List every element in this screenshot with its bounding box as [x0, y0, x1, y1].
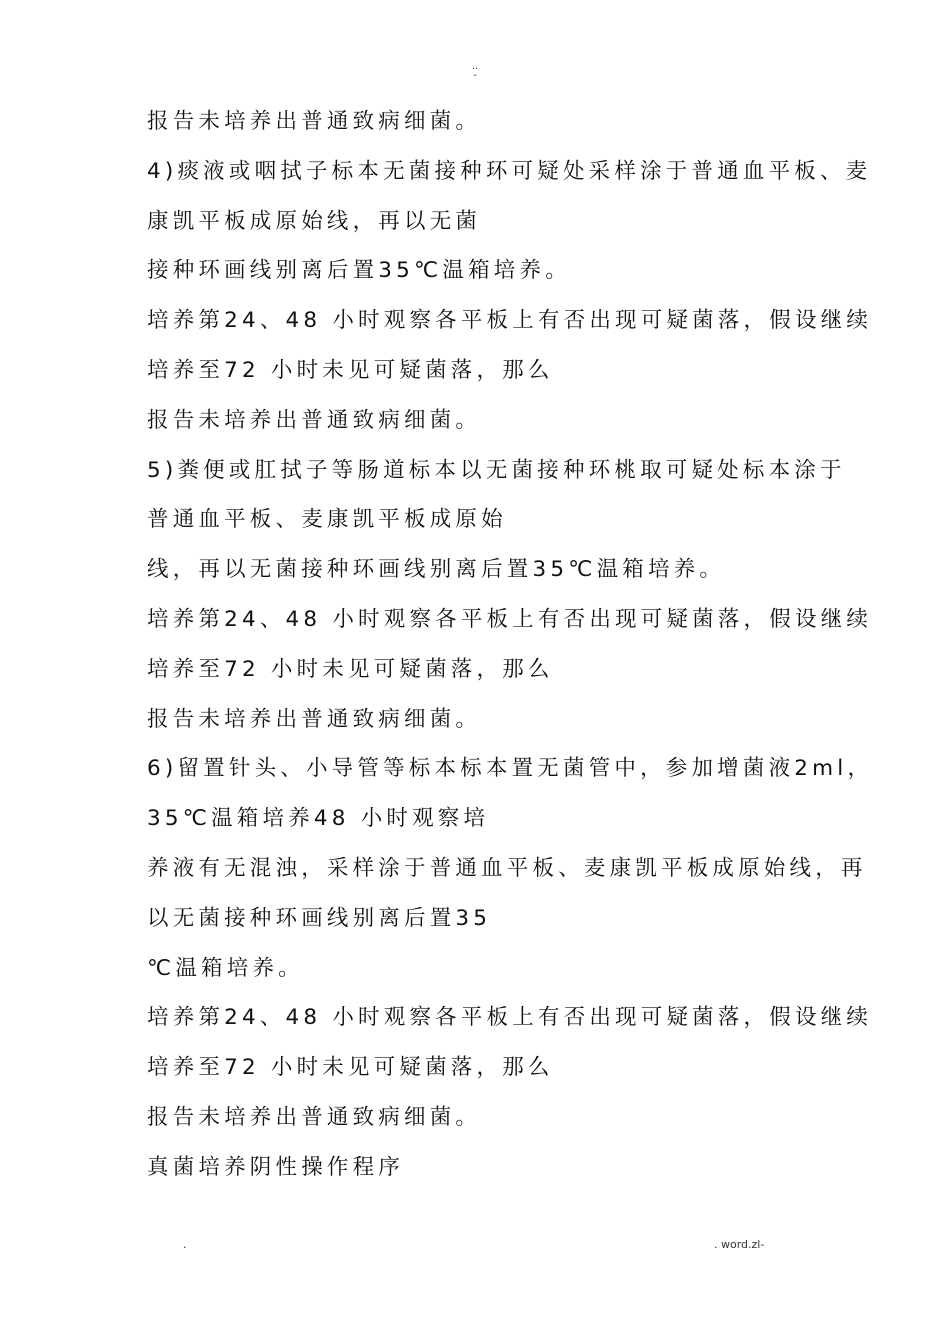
text-line: 普通血平板、麦康凯平板成原始	[147, 507, 507, 533]
text-line: 培养第24、48 小时观察各平板上有否出现可疑菌落，假设继续	[147, 308, 873, 334]
text-line: 报告未培养出普通致病细菌。	[147, 407, 482, 433]
header-mark-bottom: -	[473, 70, 477, 81]
text-line: 培养至72 小时未见可疑菌落，那么	[147, 656, 554, 682]
text-line: 35℃温箱培养48 小时观察培	[147, 806, 490, 832]
text-line: 以无菌接种环画线别离后置35	[147, 905, 492, 931]
text-line: 培养第24、48 小时观察各平板上有否出现可疑菌落，假设继续	[147, 606, 873, 632]
text-line: 线，再以无菌接种环画线别离后置35℃温箱培养。	[147, 557, 726, 583]
text-line: 报告未培养出普通致病细菌。	[147, 1104, 482, 1130]
text-line: 5)粪便或肛拭子等肠道标本以无菌接种环桃取可疑处标本涂于	[147, 457, 846, 483]
text-line: 4)痰液或咽拭子标本无菌接种环可疑处采样涂于普通血平板、麦	[147, 158, 872, 184]
page-header	[0, 62, 950, 80]
header-mark-top: ..	[471, 61, 479, 72]
text-line: 康凯平板成原始线，再以无菌	[147, 208, 482, 234]
text-line: 培养至72 小时未见可疑菌落，那么	[147, 1055, 554, 1081]
text-line: 接种环画线别离后置35℃温箱培养。	[147, 258, 571, 284]
footer-right-text: . word.zl-	[714, 1238, 765, 1251]
document-body	[147, 97, 874, 1193]
text-line: 6)留置针头、小导管等标本标本置无菌管中，参加增菌液2ml，	[147, 756, 874, 782]
text-line: 培养第24、48 小时观察各平板上有否出现可疑菌落，假设继续	[147, 1005, 873, 1031]
text-line: 报告未培养出普通致病细菌。	[147, 706, 482, 732]
text-line: 培养至72 小时未见可疑菌落，那么	[147, 357, 554, 383]
text-line: ℃温箱培养。	[147, 955, 304, 981]
footer-left-mark: .	[183, 1238, 187, 1251]
text-line: 养液有无混浊，采样涂于普通血平板、麦康凯平板成原始线，再	[147, 855, 867, 881]
text-line: 报告未培养出普通致病细菌。	[147, 109, 482, 134]
section-heading: 真菌培养阴性操作程序	[147, 1154, 405, 1180]
